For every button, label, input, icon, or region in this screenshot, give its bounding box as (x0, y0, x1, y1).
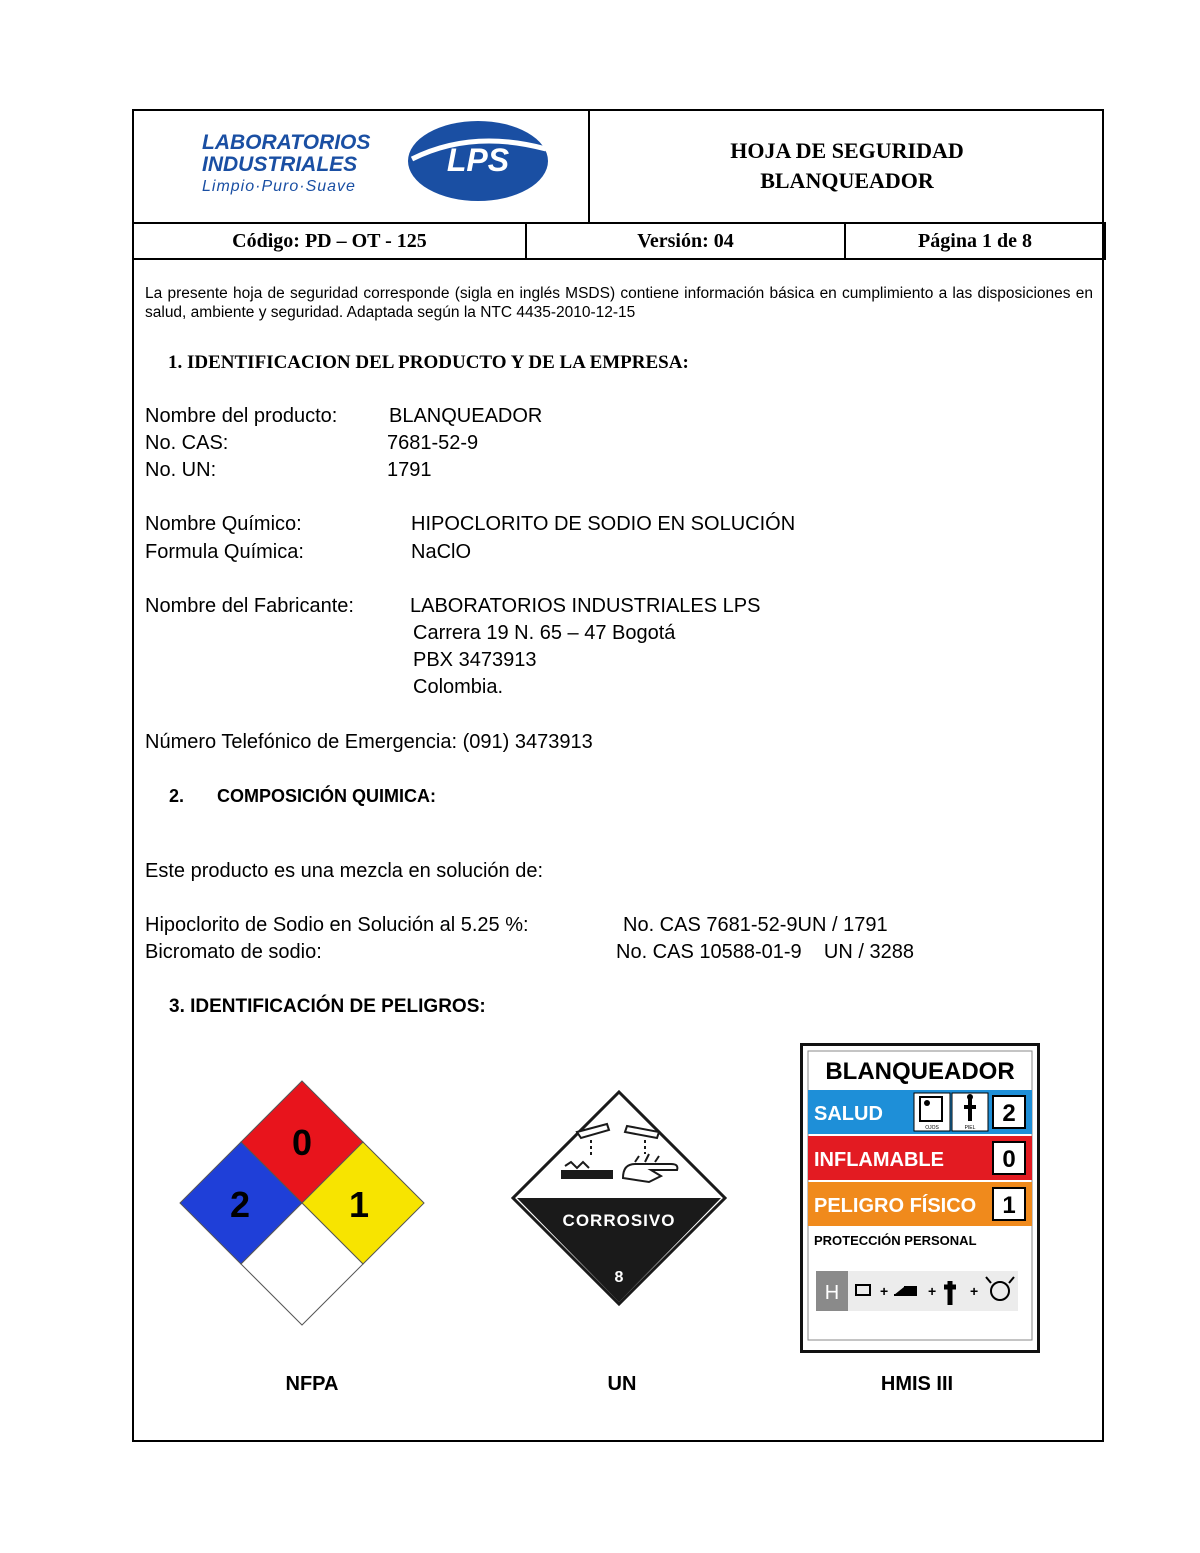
product-name-value: BLANQUEADOR (389, 405, 543, 427)
nfpa-caption: NFPA (285, 1373, 339, 1395)
hmis-flammable-label: INFLAMABLE (814, 1149, 944, 1171)
section-2-heading: COMPOSICIÓN QUIMICA: (217, 786, 436, 806)
section-3-heading: 3. IDENTIFICACIÓN DE PELIGROS: (169, 996, 486, 1017)
intro-paragraph: La presente hoja de seguridad corresponde (sigla en inglés MSDS) contiene información básica en cumplimiento a las disposiciones en salud, ambiente y seguridad. Adaptada según la NTC 4435-2010-12-15 (145, 285, 1093, 321)
hmis-label (800, 1043, 1040, 1353)
logo-mark: LPS (446, 142, 510, 178)
logo-tagline: Limpio·Puro·Suave (202, 178, 356, 195)
document-page: Página 1 de 8 (844, 224, 1104, 258)
formula-value: NaClO (411, 541, 472, 563)
composition-lead: Este producto es una mezcla en solución de: (145, 860, 544, 882)
un-placard-class: 8 (614, 1269, 624, 1286)
svg-text:+: + (880, 1283, 889, 1299)
document-version: Versión: 04 (525, 224, 844, 258)
hmis-physical-label: PELIGRO FÍSICO (814, 1195, 977, 1217)
nfpa-diamond (178, 1080, 428, 1330)
un-caption: UN (607, 1373, 637, 1395)
document-meta-row (132, 222, 1106, 260)
formula-label: Formula Química: (145, 541, 304, 563)
title-line-1: HOJA DE SEGURIDAD (730, 138, 964, 163)
hmis-health-label: SALUD (814, 1103, 883, 1125)
manufacturer-address: Carrera 19 N. 65 – 47 Bogotá (413, 622, 676, 644)
component-2-ids: No. CAS 10588-01-9 UN / 3288 (616, 941, 914, 963)
section-2-number: 2. (169, 786, 185, 806)
un-corrosive-placard (511, 1090, 727, 1310)
cas-value: 7681-52-9 (387, 432, 479, 454)
component-2-name: Bicromato de sodio: (145, 941, 322, 963)
hmis-ppe-label: PROTECCIÓN PERSONAL (814, 1233, 977, 1248)
logo-line-1: LABORATORIOS (202, 131, 371, 154)
document-code: Código: PD – OT - 125 (232, 229, 427, 252)
nfpa-instability-value: 1 (348, 1184, 370, 1225)
hmis-eyes-label: OJOS (925, 1125, 939, 1131)
section-1-heading: 1. IDENTIFICACION DEL PRODUCTO Y DE LA EMPRESA: (168, 352, 689, 373)
un-placard-label: CORROSIVO (562, 1211, 676, 1230)
component-1-ids: No. CAS 7681-52-9UN / 1791 (623, 914, 888, 936)
hmis-product-name: BLANQUEADOR (825, 1058, 1015, 1085)
product-name-label: Nombre del producto: (145, 405, 338, 427)
nfpa-health-value: 2 (229, 1184, 251, 1225)
manufacturer-name: LABORATORIOS INDUSTRIALES LPS (410, 595, 761, 617)
manufacturer-label: Nombre del Fabricante: (145, 595, 354, 617)
hmis-flammable-value: 0 (1002, 1146, 1016, 1173)
document-title (590, 109, 1104, 223)
hmis-physical-value: 1 (1002, 1192, 1016, 1219)
manufacturer-pbx: PBX 3473913 (413, 649, 537, 671)
component-1-name: Hipoclorito de Sodio en Solución al 5.25 %: (145, 914, 529, 936)
emergency-phone: Número Telefónico de Emergencia: (091) 3473913 (145, 731, 593, 753)
company-logo (132, 109, 590, 223)
svg-text:+: + (970, 1283, 979, 1299)
svg-text:+: + (928, 1283, 937, 1299)
logo-line-2: INDUSTRIALES (202, 153, 358, 176)
manufacturer-country: Colombia. (413, 676, 504, 698)
hmis-ppe-code: H (824, 1282, 840, 1304)
chemical-name-value: HIPOCLORITO DE SODIO EN SOLUCIÓN (411, 513, 796, 535)
chemical-name-label: Nombre Químico: (145, 513, 302, 535)
cas-label: No. CAS: (145, 432, 229, 454)
hmis-skin-label: PIEL (964, 1125, 976, 1131)
un-label: No. UN: (145, 459, 217, 481)
un-value: 1791 (387, 459, 432, 481)
hmis-caption: HMIS III (880, 1373, 954, 1395)
nfpa-flammability-value: 0 (291, 1122, 313, 1163)
title-line-2: BLANQUEADOR (760, 168, 934, 193)
hmis-health-value: 2 (1002, 1100, 1016, 1127)
